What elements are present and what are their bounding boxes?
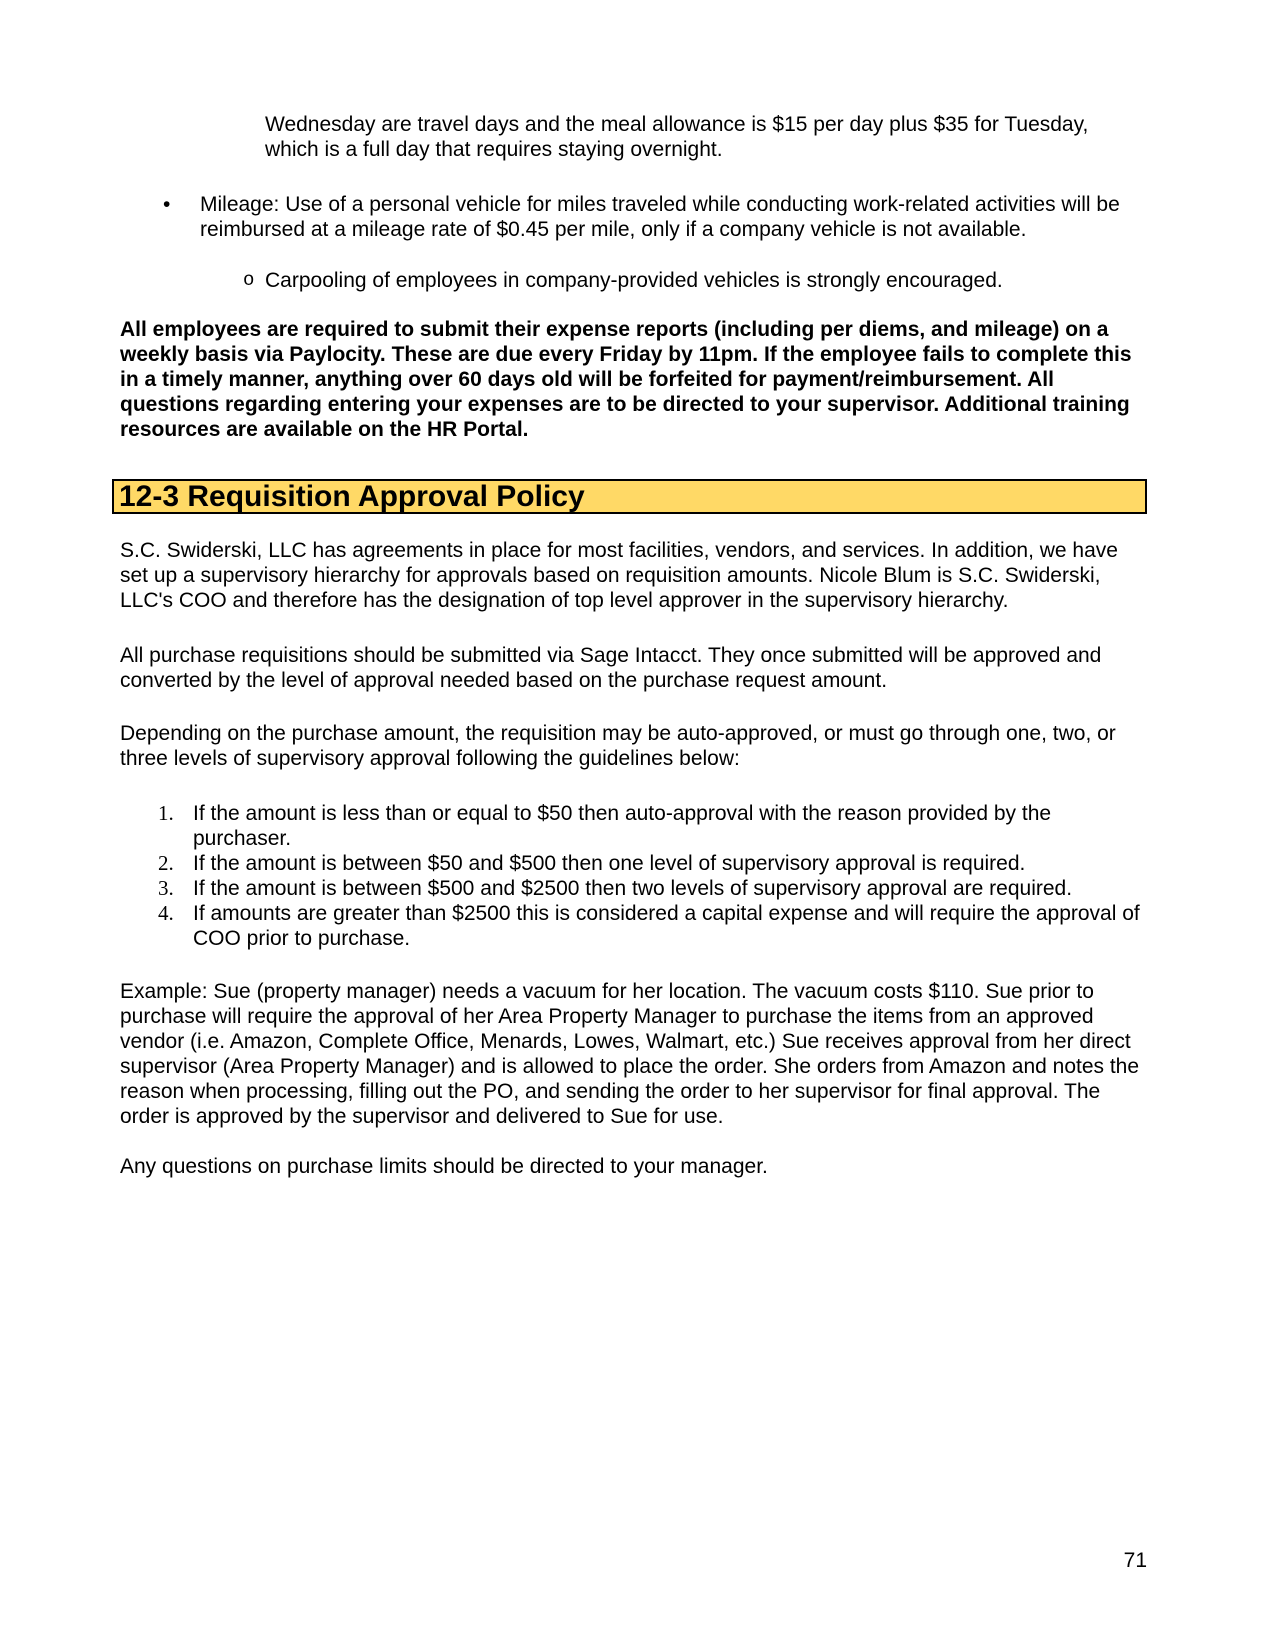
list-item-text: If the amount is less than or equal to $50 then auto-approval with the reason provided by the purchaser. bbox=[193, 802, 1052, 850]
page-number: 71 bbox=[1123, 1549, 1147, 1572]
sub-bullet-item-carpooling bbox=[120, 268, 1147, 293]
list-item-text: If the amount is between $500 and $2500 then two levels of supervisory approval are required. bbox=[193, 877, 1073, 900]
list-item-text: If amounts are greater than $2500 this is considered a capital expense and will require the approval of COO prior to purchase. bbox=[193, 902, 1140, 950]
paragraph-expense-report-policy: All employees are required to submit their expense reports (including per diems, and mileage) on a weekly basis via Paylocity. These are due every Friday by 11pm. If the employee fails to complete this in a timely manner, anything over 60 days old will be forfeited for payment/reimbursement. All questions regarding entering your expenses are to be directed to your supervisor. Additional training resources are available on the HR Portal. bbox=[120, 318, 1132, 441]
list-item-text: If the amount is between $50 and $500 then one level of supervisory approval is required. bbox=[193, 852, 1026, 875]
list-item bbox=[120, 851, 1147, 876]
section-heading-text: 12-3 Requisition Approval Policy bbox=[119, 479, 585, 513]
bullet-icon: • bbox=[163, 193, 171, 216]
sub-bullet-item-text: Carpooling of employees in company-provided vehicles is strongly encouraged. bbox=[265, 269, 1003, 292]
list-number: 3. bbox=[158, 876, 174, 900]
list-number: 1. bbox=[158, 801, 174, 825]
list-number: 4. bbox=[158, 901, 174, 925]
section-heading-requisition-approval-policy bbox=[112, 479, 1147, 514]
paragraph-submission: All purchase requisitions should be submitted via Sage Intacct. They once submitted will be approved and converted by the level of approval needed based on the purchase request amount. bbox=[120, 644, 1102, 692]
list-number: 2. bbox=[158, 851, 174, 875]
approval-rules-list bbox=[120, 801, 1147, 951]
circle-bullet-icon: o bbox=[243, 269, 255, 291]
paragraph-travel-days: Wednesday are travel days and the meal allowance is $15 per day plus $35 for Tuesday, which is a full day that requires staying overnight. bbox=[265, 113, 1089, 161]
bullet-item-text: Mileage: Use of a personal vehicle for miles traveled while conducting work-related activities will be reimbursed at a mileage rate of $0.45 per mile, only if a company vehicle is not available. bbox=[200, 193, 1120, 241]
list-item bbox=[120, 901, 1147, 951]
paragraph-approval-levels: Depending on the purchase amount, the requisition may be auto-approved, or must go through one, two, or three levels of supervisory approval following the guidelines below: bbox=[120, 722, 1116, 770]
list-item bbox=[120, 801, 1147, 851]
paragraph-agreements: S.C. Swiderski, LLC has agreements in place for most facilities, vendors, and services. In addition, we have set up a supervisory hierarchy for approvals based on requisition amounts. Nicole Blum is S.C. Swiderski, LLC's COO and therefore has the designation of top level approver in the supervisory hierarchy. bbox=[120, 539, 1118, 612]
list-item bbox=[120, 876, 1147, 901]
paragraph-questions: Any questions on purchase limits should be directed to your manager. bbox=[120, 1155, 768, 1178]
paragraph-example: Example: Sue (property manager) needs a vacuum for her location. The vacuum costs $110. Sue prior to purchase will require the approval of her Area Property Manager to purchase the items from an approved vendor (i.e. Amazon, Complete Office, Menards, Lowes, Walmart, etc.) Sue receives approval from her direct supervisor (Area Property Manager) and is allowed to place the order. She orders from Amazon and notes the reason when processing, filling out the PO, and sending the order to her supervisor for final approval. The order is approved by the supervisor and delivered to Sue for use. bbox=[120, 980, 1140, 1128]
bullet-item-mileage bbox=[120, 192, 1147, 242]
